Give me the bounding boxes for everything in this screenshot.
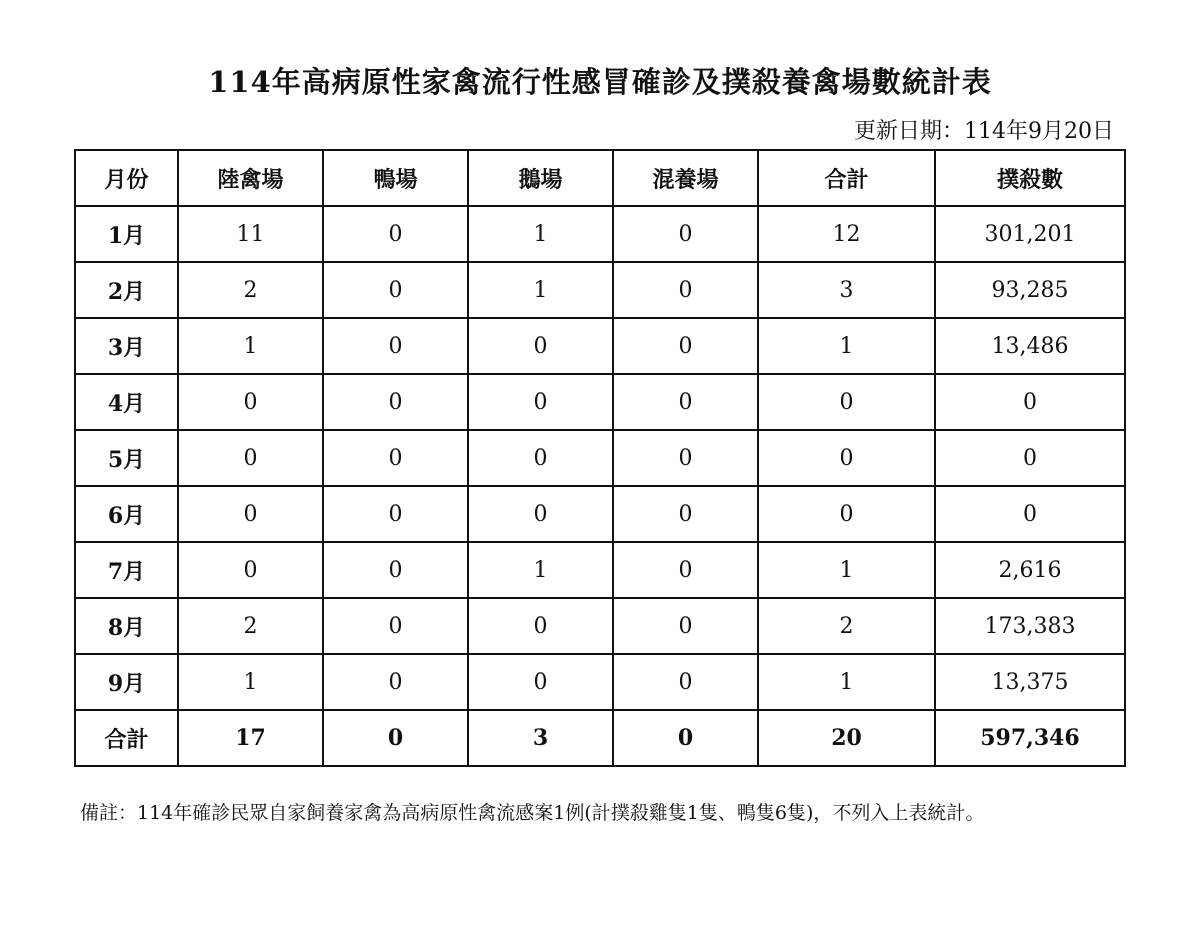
column-header: 混養場	[613, 150, 758, 206]
value-cell: 1	[758, 318, 935, 374]
value-cell: 173,383	[935, 598, 1125, 654]
column-header: 鵝場	[468, 150, 613, 206]
page-title: 114年高病原性家禽流行性感冒確診及撲殺養禽場數統計表	[208, 65, 992, 99]
total-value-cell: 0	[323, 710, 468, 766]
value-cell: 0	[935, 486, 1125, 542]
value-cell: 2	[758, 598, 935, 654]
value-cell: 2	[178, 598, 323, 654]
value-cell: 0	[323, 206, 468, 262]
value-cell: 12	[758, 206, 935, 262]
total-value-cell: 0	[613, 710, 758, 766]
value-cell: 0	[468, 430, 613, 486]
value-cell: 0	[613, 318, 758, 374]
value-cell: 1	[758, 654, 935, 710]
value-cell: 1	[468, 542, 613, 598]
month-cell: 8月	[75, 598, 178, 654]
value-cell: 0	[468, 318, 613, 374]
value-cell: 0	[935, 374, 1125, 430]
value-cell: 0	[323, 654, 468, 710]
value-cell: 0	[323, 430, 468, 486]
table-row	[75, 262, 1125, 318]
column-header: 月份	[75, 150, 178, 206]
value-cell: 0	[613, 206, 758, 262]
value-cell: 0	[758, 430, 935, 486]
value-cell: 0	[178, 374, 323, 430]
column-header: 合計	[758, 150, 935, 206]
value-cell: 0	[935, 430, 1125, 486]
table-row	[75, 542, 1125, 598]
total-value-cell: 597,346	[935, 710, 1125, 766]
table-row	[75, 374, 1125, 430]
value-cell: 13,486	[935, 318, 1125, 374]
value-cell: 0	[613, 430, 758, 486]
month-cell: 6月	[75, 486, 178, 542]
table-row	[75, 318, 1125, 374]
value-cell: 0	[178, 430, 323, 486]
table-body	[75, 206, 1125, 766]
month-cell: 4月	[75, 374, 178, 430]
value-cell: 0	[468, 654, 613, 710]
value-cell: 0	[178, 542, 323, 598]
value-cell: 0	[468, 374, 613, 430]
value-cell: 0	[178, 486, 323, 542]
month-cell: 1月	[75, 206, 178, 262]
total-value-cell: 20	[758, 710, 935, 766]
table-row	[75, 430, 1125, 486]
value-cell: 13,375	[935, 654, 1125, 710]
update-date: 更新日期：114年9月20日	[854, 119, 1114, 144]
column-header: 鴨場	[323, 150, 468, 206]
column-header: 撲殺數	[935, 150, 1125, 206]
value-cell: 0	[758, 486, 935, 542]
value-cell: 2,616	[935, 542, 1125, 598]
value-cell: 1	[468, 262, 613, 318]
value-cell: 0	[323, 598, 468, 654]
value-cell: 0	[323, 262, 468, 318]
total-value-cell: 3	[468, 710, 613, 766]
footnote: 備註：114年確診民眾自家飼養家禽為高病原性禽流感案1例(計撲殺雞隻1隻、鴨隻6隻)，不列入上表統計。	[80, 802, 985, 824]
value-cell: 0	[613, 374, 758, 430]
table-row	[75, 206, 1125, 262]
value-cell: 1	[468, 206, 613, 262]
value-cell: 11	[178, 206, 323, 262]
value-cell: 0	[613, 542, 758, 598]
statistics-table	[74, 149, 1126, 767]
value-cell: 2	[178, 262, 323, 318]
value-cell: 93,285	[935, 262, 1125, 318]
value-cell: 0	[613, 486, 758, 542]
value-cell: 0	[613, 654, 758, 710]
value-cell: 0	[323, 374, 468, 430]
month-cell: 3月	[75, 318, 178, 374]
table-row	[75, 486, 1125, 542]
value-cell: 0	[758, 374, 935, 430]
value-cell: 1	[758, 542, 935, 598]
value-cell: 1	[178, 654, 323, 710]
value-cell: 0	[323, 318, 468, 374]
total-label-cell: 合計	[75, 710, 178, 766]
month-cell: 9月	[75, 654, 178, 710]
month-cell: 7月	[75, 542, 178, 598]
value-cell: 0	[323, 486, 468, 542]
value-cell: 1	[178, 318, 323, 374]
value-cell: 0	[468, 598, 613, 654]
table-row	[75, 654, 1125, 710]
value-cell: 301,201	[935, 206, 1125, 262]
month-cell: 2月	[75, 262, 178, 318]
total-value-cell: 17	[178, 710, 323, 766]
column-header: 陸禽場	[178, 150, 323, 206]
value-cell: 3	[758, 262, 935, 318]
table-row	[75, 598, 1125, 654]
header-row	[75, 150, 1125, 206]
total-row	[75, 710, 1125, 766]
month-cell: 5月	[75, 430, 178, 486]
value-cell: 0	[613, 262, 758, 318]
value-cell: 0	[613, 598, 758, 654]
value-cell: 0	[468, 486, 613, 542]
value-cell: 0	[323, 542, 468, 598]
